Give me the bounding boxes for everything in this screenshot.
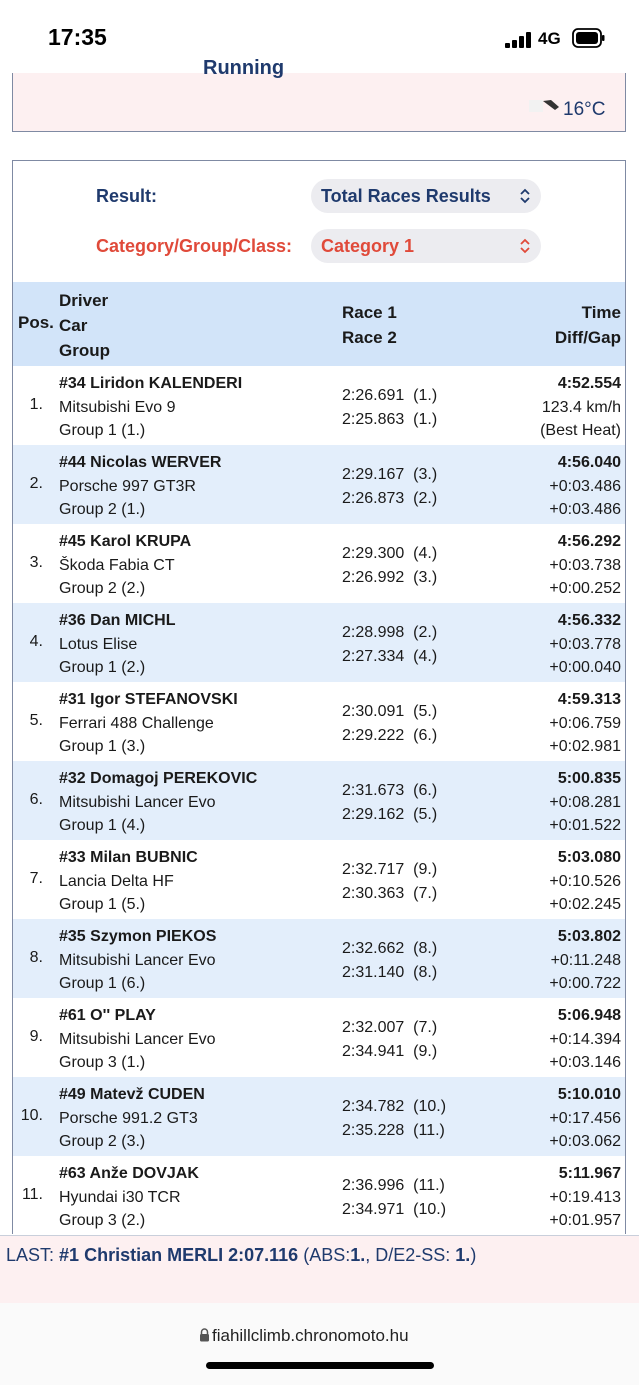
wind-icon [529, 98, 565, 114]
row-gap: (Best Heat) [540, 422, 621, 439]
last-driver: Christian MERLI [84, 1245, 224, 1265]
row-race2: 2:34.941 (9.) [342, 1043, 438, 1060]
last-close: ) [470, 1245, 477, 1265]
row-car: Porsche 997 GT3R [59, 477, 196, 495]
row-race1: 2:29.300 (4.) [342, 545, 438, 562]
row-total-time: 5:03.080 [557, 849, 621, 866]
row-car: Mitsubishi Lancer Evo [59, 1030, 216, 1048]
row-car: Lotus Elise [59, 635, 138, 653]
header-race1: Race 1 [342, 303, 397, 322]
row-group: Group 1 (2.) [59, 659, 146, 676]
row-driver: #49 Matevž CUDEN [59, 1086, 205, 1103]
weather-card [12, 57, 626, 132]
row-times [549, 530, 621, 601]
row-driver: #32 Domagoj PEREKOVIC [59, 770, 258, 787]
row-info [59, 530, 191, 601]
last-abs-value: 1. [350, 1245, 366, 1265]
row-group: Group 1 (5.) [59, 896, 146, 913]
row-gap: +0:02.981 [549, 738, 621, 755]
row-races [342, 937, 437, 985]
last-abs-label: (ABS: [303, 1245, 351, 1265]
row-car: Lancia Delta HF [59, 872, 174, 890]
row-times [549, 846, 621, 917]
header-races [342, 300, 397, 350]
row-info [59, 1162, 199, 1233]
row-diff: +0:14.394 [549, 1030, 621, 1048]
row-driver: #33 Milan BUBNIC [59, 849, 198, 866]
row-times [549, 688, 621, 759]
row-diff: +0:03.486 [549, 477, 621, 495]
row-driver: #44 Nicolas WERVER [59, 454, 222, 471]
row-pos: 2. [29, 475, 43, 492]
row-pos: 10. [20, 1107, 43, 1124]
row-driver: #31 Igor STEFANOVSKI [59, 691, 238, 708]
row-info [59, 451, 221, 522]
row-times [549, 1004, 621, 1075]
row-driver: #45 Karol KRUPA [59, 533, 192, 550]
row-gap: +0:00.252 [549, 580, 621, 597]
row-races [342, 1095, 446, 1143]
table-row [13, 682, 625, 761]
row-times [540, 372, 621, 443]
row-races [342, 621, 437, 669]
table-row [13, 366, 625, 445]
row-info [59, 1004, 216, 1075]
row-driver: #35 Szymon PIEKOS [59, 928, 217, 945]
row-diff: +0:06.759 [549, 714, 621, 732]
row-diff: +0:03.778 [549, 635, 621, 653]
row-info [59, 372, 242, 443]
row-race2: 2:31.140 (8.) [342, 964, 438, 981]
signal-icon [505, 32, 531, 48]
row-race2: 2:29.222 (6.) [342, 727, 438, 744]
header-car: Car [59, 316, 88, 335]
last-run-bar [0, 1235, 639, 1303]
row-pos: 5. [29, 712, 43, 729]
table-row [13, 761, 625, 840]
row-pos: 9. [29, 1028, 43, 1045]
row-group: Group 2 (1.) [59, 501, 146, 518]
row-info [59, 1083, 205, 1154]
row-car: Ferrari 488 Challenge [59, 714, 214, 732]
row-gap: +0:00.722 [549, 975, 621, 992]
header-race2: Race 2 [342, 328, 397, 347]
row-race1: 2:36.996 (11.) [342, 1177, 445, 1194]
row-gap: +0:01.522 [549, 817, 621, 834]
category-label: Category/Group/Class: [96, 236, 293, 256]
row-total-time: 5:06.948 [557, 1007, 621, 1024]
category-select[interactable] [311, 229, 541, 263]
last-class-value: 1. [455, 1245, 471, 1265]
row-race1: 2:30.091 (5.) [342, 703, 438, 720]
row-times [549, 451, 621, 522]
temperature: 16°C [563, 99, 606, 120]
table-row [13, 445, 625, 524]
table-row [13, 1077, 625, 1156]
header-time: Time [581, 303, 621, 322]
browser-bar [0, 1303, 639, 1385]
results-list [13, 366, 625, 1235]
row-race2: 2:29.162 (5.) [342, 806, 438, 823]
weather-condition: Running [203, 57, 285, 79]
row-gap: +0:03.146 [549, 1054, 621, 1071]
row-race1: 2:28.998 (2.) [342, 624, 438, 641]
row-diff: +0:17.456 [549, 1109, 621, 1127]
row-race2: 2:35.228 (11.) [342, 1122, 445, 1139]
row-races [342, 463, 437, 511]
row-gap: +0:01.957 [549, 1212, 621, 1229]
row-group: Group 1 (4.) [59, 817, 146, 834]
lock-icon [199, 1328, 210, 1342]
row-total-time: 5:10.010 [557, 1086, 621, 1103]
table-row [13, 919, 625, 998]
row-gap: +0:02.245 [549, 896, 621, 913]
row-race1: 2:34.782 (10.) [342, 1098, 447, 1115]
row-driver: #63 Anže DOVJAK [59, 1165, 199, 1182]
row-races [342, 542, 437, 590]
header-group: Group [59, 341, 110, 360]
row-times [549, 609, 621, 680]
row-times [549, 767, 621, 838]
row-info [59, 846, 198, 917]
row-total-time: 4:59.313 [557, 691, 621, 708]
row-races [342, 1174, 446, 1222]
row-group: Group 2 (3.) [59, 1133, 146, 1150]
row-car: Mitsubishi Evo 9 [59, 398, 176, 416]
header-driver: Driver [59, 291, 109, 310]
row-race2: 2:34.971 (10.) [342, 1201, 447, 1218]
row-race1: 2:32.662 (8.) [342, 940, 438, 957]
row-diff: +0:08.281 [549, 793, 621, 811]
row-races [342, 779, 437, 827]
row-total-time: 5:00.835 [557, 770, 621, 787]
last-run-text [6, 1245, 476, 1266]
row-group: Group 1 (1.) [59, 422, 146, 439]
row-car: Mitsubishi Lancer Evo [59, 951, 216, 969]
row-car: Škoda Fabia CT [59, 556, 175, 574]
chevron-updown-icon [519, 239, 531, 253]
result-label: Result: [96, 186, 158, 206]
row-total-time: 5:03.802 [557, 928, 621, 945]
header-diffgap: Diff/Gap [554, 328, 621, 347]
row-races [342, 384, 437, 432]
table-row [13, 603, 625, 682]
status-bar [0, 0, 639, 74]
row-pos: 11. [21, 1186, 43, 1203]
status-time: 17:35 [48, 24, 107, 50]
row-pos: 3. [29, 554, 43, 571]
row-diff: +0:03.738 [549, 556, 621, 574]
row-group: Group 3 (2.) [59, 1212, 146, 1229]
row-race1: 2:29.167 (3.) [342, 466, 438, 483]
table-row [13, 524, 625, 603]
row-race1: 2:32.007 (7.) [342, 1019, 438, 1036]
row-group: Group 1 (3.) [59, 738, 146, 755]
last-class-label: , D/E2-SS: [365, 1245, 451, 1265]
row-total-time: 4:56.292 [557, 533, 621, 550]
last-number: #1 [59, 1245, 80, 1265]
row-diff: +0:11.248 [550, 951, 621, 969]
row-driver: #36 Dan MICHL [59, 612, 176, 629]
row-diff: +0:19.413 [549, 1188, 621, 1206]
row-info [59, 609, 175, 680]
row-races [342, 1016, 437, 1064]
header-driver-car-group [59, 288, 110, 363]
row-times [549, 925, 621, 996]
row-pos: 4. [29, 633, 43, 650]
row-gap: +0:00.040 [549, 659, 621, 676]
last-prefix: LAST: [6, 1245, 55, 1265]
row-driver: #34 Liridon KALENDERI [59, 375, 243, 392]
row-car: Mitsubishi Lancer Evo [59, 793, 216, 811]
row-times [549, 1083, 621, 1154]
table-row [13, 1156, 625, 1235]
row-race1: 2:31.673 (6.) [342, 782, 438, 799]
row-race2: 2:25.863 (1.) [342, 411, 438, 428]
table-row [13, 840, 625, 919]
row-group: Group 2 (2.) [59, 580, 146, 597]
home-indicator[interactable] [206, 1362, 434, 1369]
row-races [342, 858, 437, 906]
result-select-value: Total Races Results [321, 186, 491, 206]
chevron-updown-icon [519, 189, 531, 203]
row-total-time: 4:56.332 [557, 612, 621, 629]
url-field[interactable]: fiahillclimb.chronomoto.hu [212, 1326, 409, 1345]
row-group: Group 1 (6.) [59, 975, 146, 992]
row-info [59, 688, 238, 759]
row-diff: 123.4 km/h [541, 398, 621, 416]
row-total-time: 4:52.554 [557, 375, 621, 392]
row-race2: 2:26.992 (3.) [342, 569, 438, 586]
row-times [549, 1162, 621, 1233]
table-header [13, 282, 625, 366]
row-gap: +0:03.486 [549, 501, 621, 518]
last-time: 2:07.116 [228, 1245, 299, 1265]
row-pos: 7. [29, 870, 43, 887]
row-race2: 2:26.873 (2.) [342, 490, 438, 507]
row-info [59, 767, 257, 838]
row-races [342, 700, 437, 748]
header-pos: Pos. [18, 313, 54, 332]
network-type: 4G [538, 29, 561, 48]
row-total-time: 4:56.040 [557, 454, 621, 471]
row-race1: 2:26.691 (1.) [342, 387, 438, 404]
row-pos: 1. [29, 396, 43, 413]
result-select[interactable] [311, 179, 541, 213]
row-total-time: 5:11.967 [558, 1165, 621, 1182]
row-pos: 6. [29, 791, 43, 808]
row-car: Porsche 991.2 GT3 [59, 1109, 198, 1127]
row-group: Group 3 (1.) [59, 1054, 146, 1071]
row-gap: +0:03.062 [549, 1133, 621, 1150]
table-row [13, 998, 625, 1077]
battery-icon [572, 28, 605, 48]
row-pos: 8. [29, 949, 43, 966]
row-race2: 2:30.363 (7.) [342, 885, 438, 902]
row-race2: 2:27.334 (4.) [342, 648, 438, 665]
results-card [12, 160, 626, 1234]
row-info [59, 925, 216, 996]
row-diff: +0:10.526 [549, 872, 621, 890]
category-select-value: Category 1 [321, 236, 415, 256]
row-race1: 2:32.717 (9.) [342, 861, 438, 878]
header-time-diff [555, 300, 621, 350]
row-driver: #61 O'' PLAY [59, 1007, 156, 1024]
row-car: Hyundai i30 TCR [59, 1188, 181, 1206]
